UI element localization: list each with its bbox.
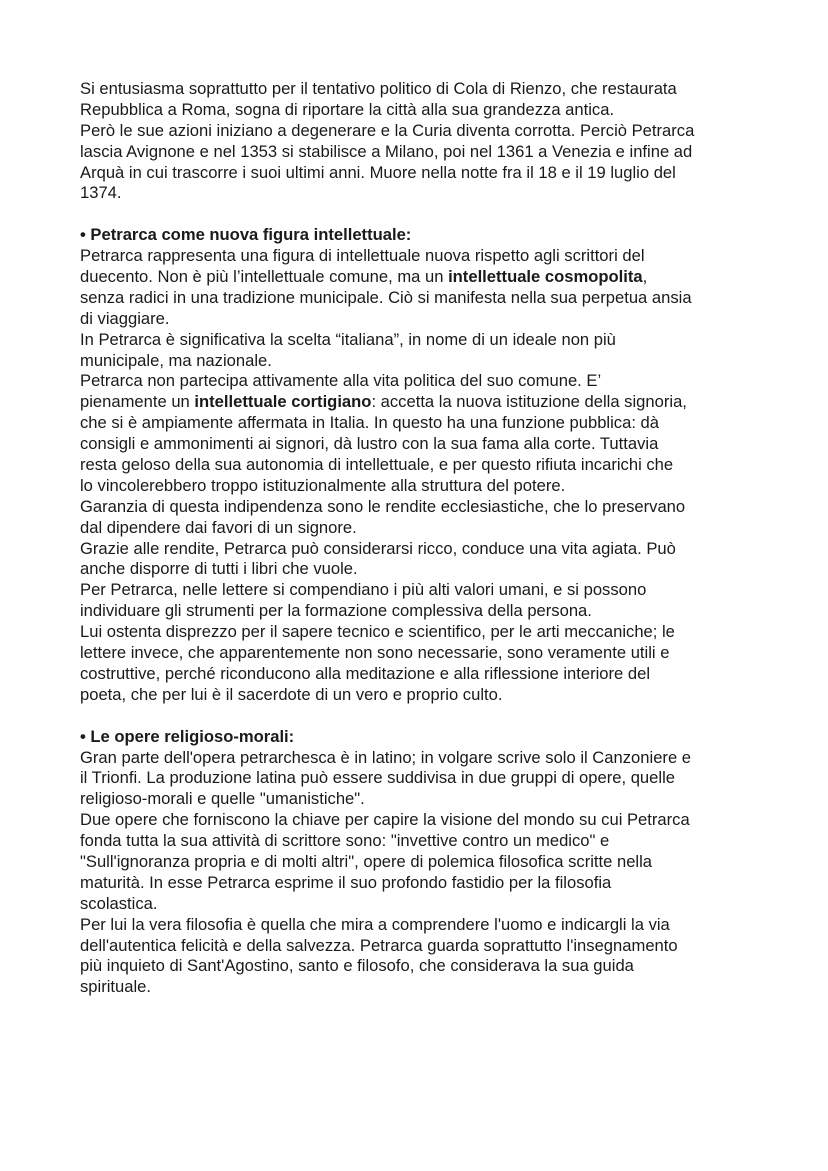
text-line: [80, 392, 770, 413]
text-run: : accetta la nuova istituzione della signoria,: [371, 392, 687, 412]
text-line: Repubblica a Roma, sogna di riportare la città alla sua grandezza antica.: [80, 99, 615, 119]
text-line: municipale, ma nazionale.: [80, 350, 272, 370]
text-line: costruttive, perché riconducono alla meditazione e alla riflessione interiore del: [80, 663, 651, 683]
text-line: spirituale.: [80, 977, 152, 997]
document-page: [80, 79, 770, 998]
text-line: Petrarca rappresenta una figura di intellettuale nuova rispetto agli scrittori del: [80, 246, 645, 266]
text-line: più inquieto di Sant'Agostino, santo e filosofo, che considerava la sua guida: [80, 956, 634, 976]
text-line: "Sull'ignoranza propria e di molti altri", opere di polemica filosofica scritte nella: [80, 851, 653, 871]
text-line: Grazie alle rendite, Petrarca può considerarsi ricco, conduce una vita agiata. Può: [80, 538, 676, 558]
text-line: Lui ostenta disprezzo per il sapere tecnico e scientifico, per le arti meccaniche; le: [80, 622, 675, 642]
text-line: dal dipendere dai favori di un signore.: [80, 517, 357, 537]
text-line: di viaggiare.: [80, 308, 170, 328]
bold-term: intellettuale cosmopolita: [448, 267, 643, 287]
text-run: pienamente un: [80, 392, 195, 412]
text-line: Petrarca non partecipa attivamente alla vita politica del suo comune. E’: [80, 371, 602, 391]
text-line: scolastica.: [80, 893, 158, 913]
text-run: ,: [642, 267, 648, 287]
text-line: Gran parte dell'opera petrarchesca è in latino; in volgare scrive solo il Canzoniere e: [80, 747, 692, 767]
text-line: Però le sue azioni iniziano a degenerare e la Curia diventa corrotta. Perciò Petrarca: [80, 120, 695, 140]
intro-paragraph: [80, 79, 770, 204]
section-heading: • Petrarca come nuova figura intellettuale:: [80, 225, 412, 245]
text-line: consigli e ammonimenti ai signori, dà lustro con la sua fama alla corte. Tuttavia: [80, 434, 659, 454]
text-line: dell'autentica felicità e della salvezza. Petrarca guarda soprattutto l'insegnamento: [80, 935, 678, 955]
text-line: lettere invece, che apparentemente non sono necessarie, sono veramente utili e: [80, 643, 670, 663]
text-line: che si è ampiamente affermata in Italia. In questo ha una funzione pubblica: dà: [80, 413, 660, 433]
text-line: In Petrarca è significativa la scelta “italiana”, in nome di un ideale non più: [80, 329, 616, 349]
text-line: Per Petrarca, nelle lettere si compendiano i più alti valori umani, e si possono: [80, 580, 647, 600]
section-intellettuale: [80, 225, 770, 705]
text-line: religioso-morali e quelle "umanistiche".: [80, 789, 365, 809]
text-line: anche disporre di tutti i libri che vuole.: [80, 559, 358, 579]
text-line: Si entusiasma soprattutto per il tentativo politico di Cola di Rienzo, che restaurata: [80, 79, 677, 98]
text-line: lascia Avignone e nel 1353 si stabilisce a Milano, poi nel 1361 a Venezia e infine ad: [80, 141, 693, 161]
text-line: senza radici in una tradizione municipale. Ciò si manifesta nella sua perpetua ansia: [80, 287, 692, 307]
text-line: individuare gli strumenti per la formazione complessiva della persona.: [80, 601, 592, 621]
text-line: Garanzia di questa indipendenza sono le rendite ecclesiastiche, che lo preservano: [80, 496, 686, 516]
bold-term: intellettuale cortigiano: [194, 392, 372, 412]
text-line: Arquà in cui trascorre i suoi ultimi anni. Muore nella notte fra il 18 e il 19 luglio del: [80, 162, 676, 182]
text-line: Per lui la vera filosofia è quella che mira a comprendere l'uomo e indicargli la via: [80, 914, 670, 934]
text-line: resta geloso della sua autonomia di intellettuale, e per questo rifiuta incarichi che: [80, 455, 674, 475]
section-heading: • Le opere religioso-morali:: [80, 726, 295, 746]
text-line: lo vincolerebbero troppo istituzionalmente alla struttura del potere.: [80, 475, 566, 495]
text-line: [80, 267, 770, 288]
spacer: [80, 706, 770, 727]
text-run: duecento. Non è più l’intellettuale comune, ma un: [80, 267, 449, 287]
spacer: [80, 204, 770, 225]
text-line: il Trionfi. La produzione latina può essere suddivisa in due gruppi di opere, quelle: [80, 768, 675, 788]
section-opere-religioso-morali: [80, 727, 770, 999]
text-line: Due opere che forniscono la chiave per capire la visione del mondo su cui Petrarca: [80, 810, 690, 830]
text-line: maturità. In esse Petrarca esprime il suo profondo fastidio per la filosofia: [80, 872, 612, 892]
text-line: 1374.: [80, 183, 122, 203]
text-line: poeta, che per lui è il sacerdote di un vero e proprio culto.: [80, 684, 503, 704]
text-line: fonda tutta la sua attività di scrittore sono: "invettive contro un medico" e: [80, 831, 610, 851]
